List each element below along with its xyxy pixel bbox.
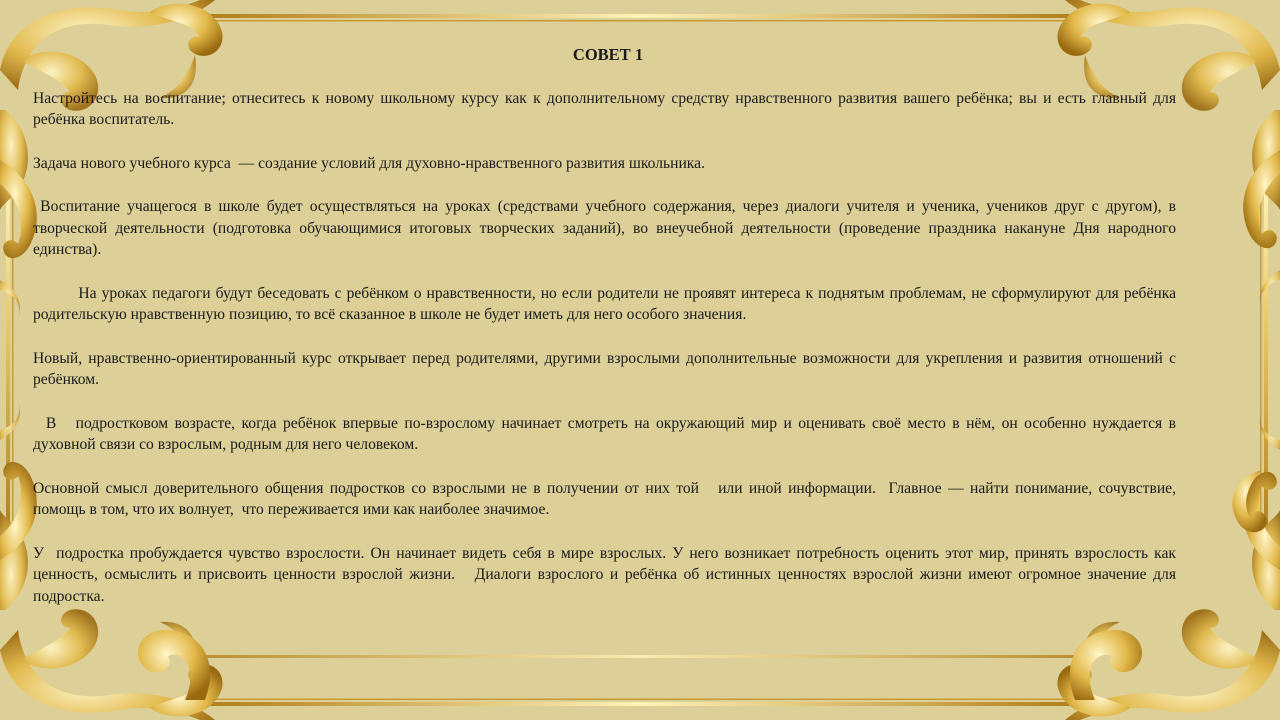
paragraph-3: Воспитание учащегося в школе будет осуществляться на уроках (средствами учебного содержания, через диалоги учителя и ученика, учеников друг с другом), в творческой деятельности (подготовка обучающимися итоговых творческих заданий), во внеучебной деятельности (проведение праздника накануне Дня народного единства). xyxy=(33,198,1180,258)
side-ornament-left xyxy=(0,160,37,560)
bottom-ornament-scrolls xyxy=(138,630,1142,700)
paragraph-1: Настройтесь на воспитание; отнеситесь к новому школьному курсу как к дополнительному средству нравственного развития вашего ребёнка; вы и есть главный для ребёнка воспитатель. xyxy=(33,89,1180,128)
paragraph-6: В подростковом возрасте, когда ребёнок впервые по-взрослому начинает смотреть на окружающий мир и оценивать своё место в нём, он особенно нуждается в духовной связи со взрослым, родным для него человеком. xyxy=(33,414,1180,453)
side-ornament-right xyxy=(1232,150,1280,570)
paragraph-5: Новый, нравственно-ориентированный курс открывает перед родителями, другими взрослыми дополнительные возможности для укрепления и развития отношений с ребёнком. xyxy=(33,349,1180,388)
slide-title: СОВЕТ 1 xyxy=(572,45,644,64)
paragraph-7: Основной смысл доверительного общения подростков со взрослыми не в получении от них той или иной информации. Главное — найти понимание, сочувствие, помощь в том, что их волнует, что переживается ими как наиболее значимое. xyxy=(33,479,1180,518)
paragraph-8: У подростка пробуждается чувство взрослости. Он начинает видеть себя в мире взрослых. У него возникает потребность оценить этот мир, принять взрослость как ценность, осмыслить и присвоить ценности взрослой жизни. Диалоги взрослого и ребёнка об истинных ценностях взрослой жизни имеют огромное значение для подростка. xyxy=(33,544,1180,605)
slide-content xyxy=(33,44,1180,607)
paragraph-4: На уроках педагоги будут беседовать с ребёнком о нравственности, но если родители не проявят интереса к поднятым проблемам, не сформулируют для ребёнка родительскую нравственную позицию, то всё сказанное в школе не будет иметь для него особого значения. xyxy=(33,284,1180,323)
paragraph-2: Задача нового учебного курса — создание условий для духовно-нравственного развития школьника. xyxy=(33,154,705,172)
